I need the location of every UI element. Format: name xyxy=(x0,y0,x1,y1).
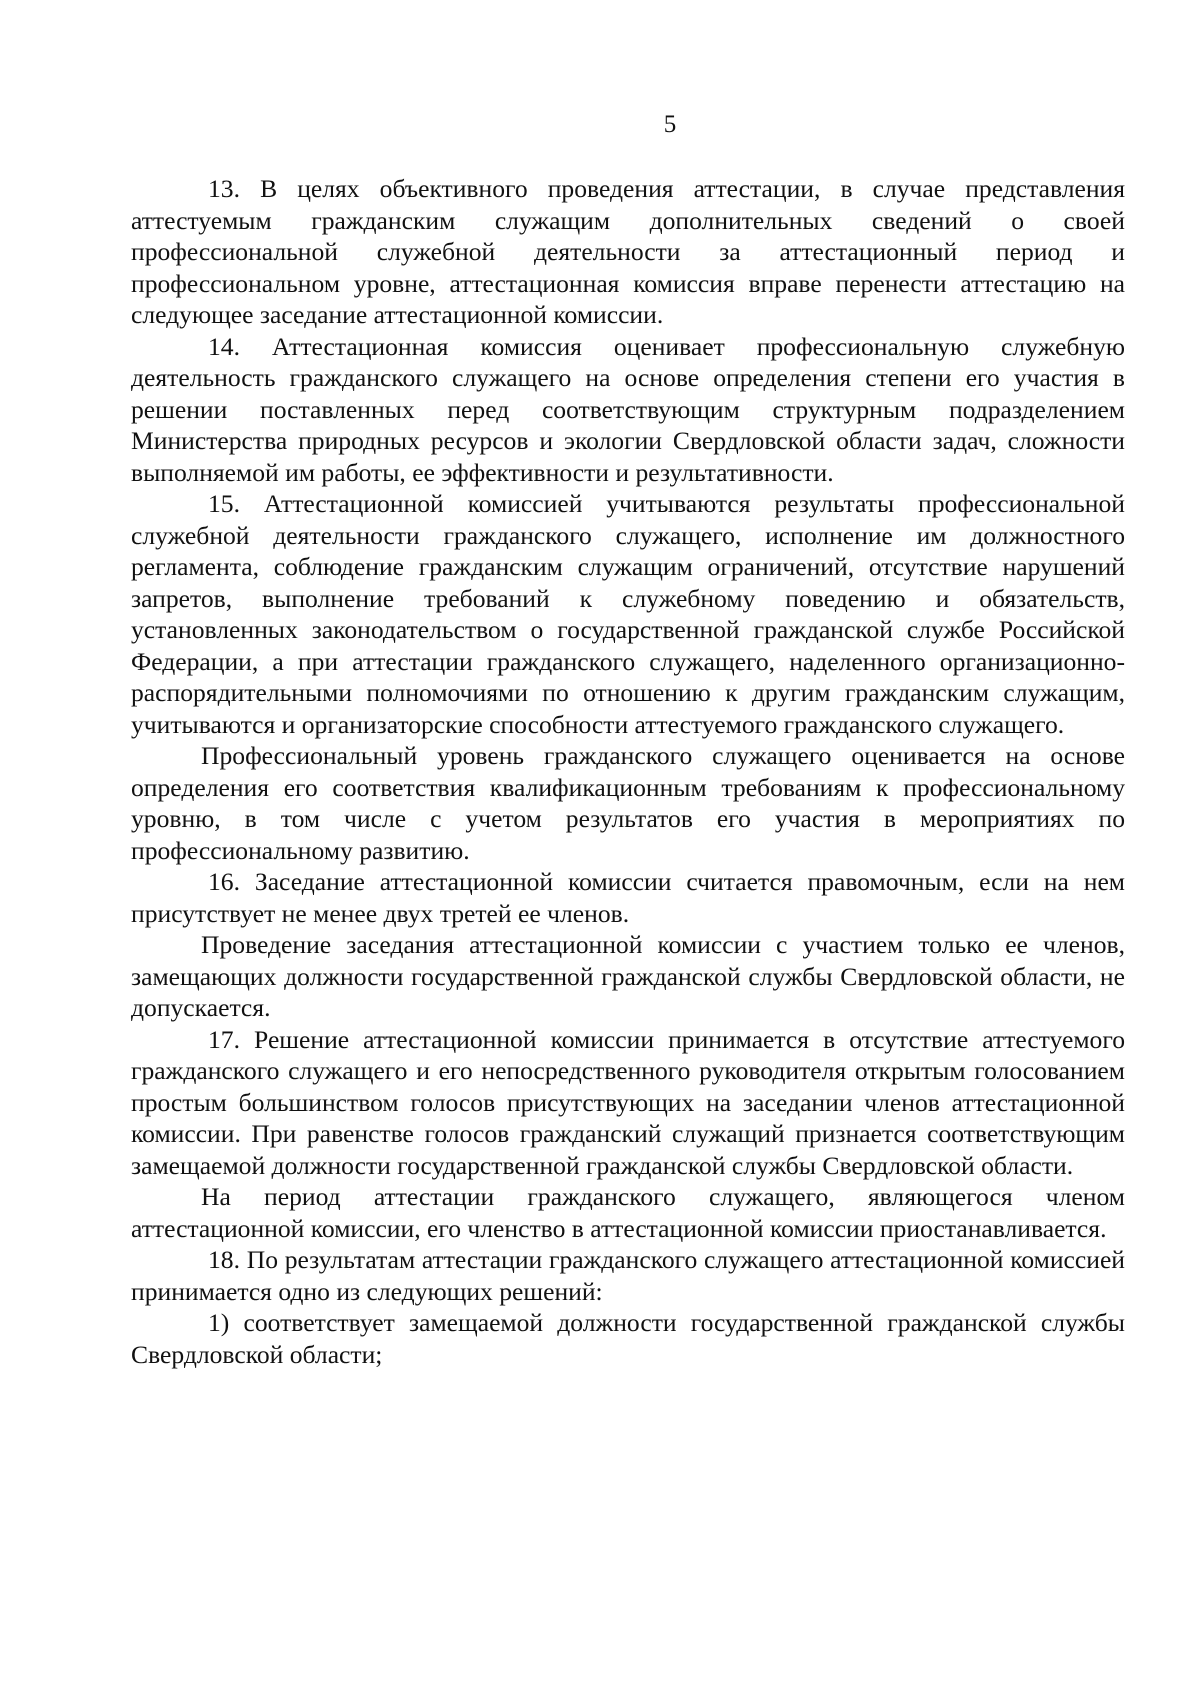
document-body xyxy=(131,173,1125,1370)
paragraph-17-membership-suspension: На период аттестации гражданского служащего, являющегося членом аттестационной комиссии, его членство в аттестационной комиссии приостанавливается. xyxy=(131,1182,1125,1243)
paragraph-15-professional-level: Профессиональный уровень гражданского служащего оценивается на основе определения его соответствия квалификационным требованиям к профессиональному уровню, в том числе с учетом результатов его участия в мероприятиях по профессиональному развитию. xyxy=(131,741,1125,865)
paragraph-16-meeting-restriction: Проведение заседания аттестационной комиссии с участием только ее членов, замещающих должности государственной гражданской службы Свердловской области, не допускается. xyxy=(131,930,1125,1022)
paragraph-17: 17. Решение аттестационной комиссии принимается в отсутствие аттестуемого гражданского служащего и его непосредственного руководителя открытым голосованием простым большинством голосов присутствующих на заседании членов аттестационной комиссии. При равенстве голосов гражданский служащий признается соответствующим замещаемой должности государственной гражданской службы Свердловской области. xyxy=(131,1024,1125,1180)
paragraph-13: 13. В целях объективного проведения аттестации, в случае представления аттестуемым гражданским служащим дополнительных сведений о своей профессиональной служебной деятельности за аттестационный период и профессиональном уровне, аттестационная комиссия вправе перенести аттестацию на следующее заседание аттестационной комиссии. xyxy=(131,174,1125,329)
paragraph-14: 14. Аттестационная комиссия оценивает профессиональную служебную деятельность гражданского служащего на основе определения степени его участия в решении поставленных перед соответствующим структурным подразделением Министерства природных ресурсов и экологии Свердловской области задач, сложности выполняемой им работы, ее эффективности и результативности. xyxy=(131,331,1125,487)
paragraph-18-item-1: 1) соответствует замещаемой должности государственной гражданской службы Свердловской области; xyxy=(131,1308,1125,1369)
page-number: 5 xyxy=(663,111,677,138)
paragraph-16: 16. Заседание аттестационной комиссии считается правомочным, если на нем присутствует не менее двух третей ее членов. xyxy=(131,867,1125,928)
paragraph-15: 15. Аттестационной комиссией учитываются результаты профессиональной служебной деятельности гражданского служащего, исполнение им должностного регламента, соблюдение гражданским служащим ограничений, отсутствие нарушений запретов, выполнение требований к служебному поведению и обязательств, установленных законодательством о государственной гражданской службе Российской Федерации, а при аттестации гражданского служащего, наделенного организационно-распорядительными полномочиями по отношению к другим гражданским служащим, учитываются и организаторские способности аттестуемого гражданского служащего. xyxy=(131,489,1125,739)
paragraph-18: 18. По результатам аттестации гражданского служащего аттестационной комиссией принимается одно из следующих решений: xyxy=(131,1245,1125,1306)
